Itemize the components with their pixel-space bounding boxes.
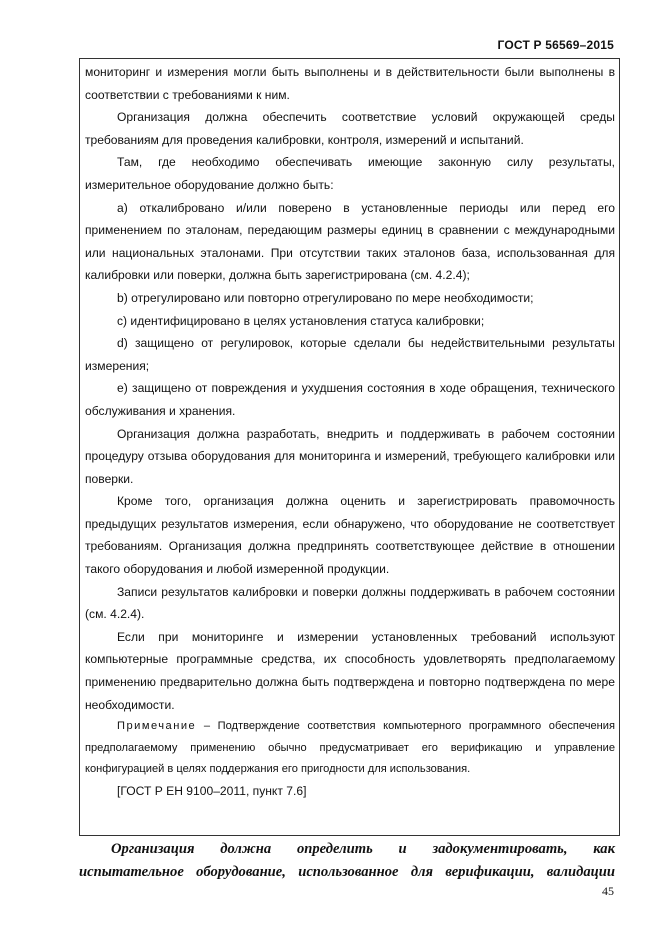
body-line-2: испытательное оборудование, использованное для верификации, валидации bbox=[79, 863, 615, 880]
note-label: Примечание bbox=[117, 720, 197, 733]
note-text: – Подтверждение соответствия компьютерного программного обеспечения предполагаемому применению обычно предусматривает его верификацию и управление конфигурацией в целях поддержания его пригодности для использования. bbox=[85, 720, 615, 776]
body-paragraph bbox=[79, 838, 615, 883]
list-item-c: c) идентифицировано в целях установления статуса калибровки; bbox=[117, 313, 485, 328]
paragraph: Кроме того, организация должна оценить и зарегистрировать правомочность предыдущих результатов измерения, если обнаружено, что оборудование не соответствует требованиям. Организация должна предпринять соответствующее действие в отношении такого оборудования и любой измеренной продукции. bbox=[85, 494, 615, 577]
paragraph: Организация должна разработать, внедрить и поддерживать в рабочем состоянии процедуру отзыва оборудования для мониторинга и измерений, требующего калибровки или поверки. bbox=[85, 426, 615, 486]
body-line-1: Организация должна определить и задокументировать, как bbox=[111, 841, 615, 857]
document-code: ГОСТ Р 56569–2015 bbox=[497, 38, 614, 52]
note bbox=[85, 716, 615, 780]
quoted-requirement-text bbox=[85, 61, 615, 803]
page-number: 45 bbox=[602, 884, 614, 898]
list-item-a: а) откалибровано и/или поверено в установленные периоды или перед его применением по эталонам, передающим размеры единиц в сравнении с международными или национальных эталонами. При отсутствии таких эталонов база, использованная для калибровки или поверки, должна быть зарегистрирована (см. 4.2.4); bbox=[85, 200, 615, 283]
paragraph: мониторинг и измерения могли быть выполнены и в действительности были выполнены в соответствии с требованиями к ним. bbox=[85, 65, 615, 102]
list-item-e: e) защищено от повреждения и ухудшения состояния в ходе обращения, технического обслуживания и хранения. bbox=[85, 381, 615, 418]
paragraph: Организация должна обеспечить соответствие условий окружающей среды требованиям для проведения калибровки, контроля, измерений и испытаний. bbox=[85, 110, 615, 147]
paragraph: Если при мониторинге и измерении установленных требований используют компьютерные программные средства, их способность удовлетворять предполагаемому применению предварительно должна быть подтверждена и повторно подтверждена по мере необходимости. bbox=[85, 629, 615, 712]
list-item-b: b) отрегулировано или повторно отрегулировано по мере необходимости; bbox=[117, 290, 534, 305]
paragraph: Записи результатов калибровки и поверки должны поддерживать в рабочем состоянии (см. 4.2.4). bbox=[85, 584, 615, 622]
standard-reference: [ГОСТ Р ЕН 9100–2011, пункт 7.6] bbox=[117, 784, 307, 799]
list-item-d: d) защищено от регулировок, которые сделали бы недействительными результаты измерения; bbox=[85, 336, 615, 373]
paragraph: Там, где необходимо обеспечивать имеющие законную силу результаты, измерительное оборудование должно быть: bbox=[85, 155, 615, 192]
